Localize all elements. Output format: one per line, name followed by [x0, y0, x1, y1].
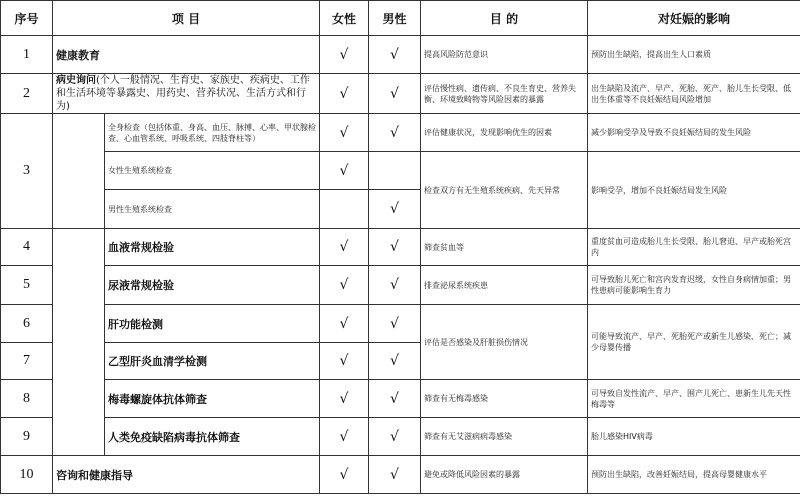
table-row-5	[1, 266, 800, 305]
row-number: 8	[1, 380, 53, 418]
header-item: 项 目	[53, 1, 320, 36]
impact-text: 可导致胎儿死亡和宫内发育迟缓，女性自身病情加重；男性患病可能影响生育力	[588, 266, 800, 305]
item-hepatitis-b-serology: 乙型肝炎血清学检测	[105, 343, 320, 380]
female-check-mark: √	[320, 114, 369, 152]
item-female-reproductive-exam: 女性生殖系统检查	[105, 152, 320, 190]
header-no: 序号	[1, 1, 53, 36]
impact-text: 重度贫血可造成胎儿生长受限、胎儿窘迫、早产或胎死宫内	[588, 229, 800, 266]
male-check-mark: √	[369, 190, 421, 229]
header-purpose: 目 的	[421, 1, 588, 36]
row-number: 4	[1, 229, 53, 266]
table-row-10	[1, 456, 800, 494]
impact-text: 影响受孕，增加不良妊娠结局发生风险	[588, 152, 800, 229]
female-check-mark: √	[320, 266, 369, 305]
male-check-mark: √	[369, 456, 421, 494]
female-check-mark: √	[320, 74, 369, 114]
item-history-inquiry	[53, 74, 320, 114]
header-impact: 对妊娠的影响	[588, 1, 800, 36]
header-row	[1, 1, 800, 36]
lab-group-label-cell	[53, 229, 105, 456]
female-empty-cell	[320, 190, 369, 229]
item-health-education: 健康教育	[53, 36, 320, 74]
male-check-mark: √	[369, 418, 421, 456]
female-check-mark: √	[320, 380, 369, 418]
purpose-text: 避免或降低风险因素的暴露	[421, 456, 588, 494]
table-row-6	[1, 305, 800, 343]
male-check-mark: √	[369, 114, 421, 152]
female-check-mark: √	[320, 229, 369, 266]
female-check-mark: √	[320, 418, 369, 456]
impact-text: 出生缺陷及流产、早产、死胎、死产、胎儿生长受限、低出生体重等不良妊娠结局风险增加	[588, 74, 800, 114]
item-counseling-guidance: 咨询和健康指导	[53, 456, 320, 494]
purpose-text: 提高风险防范意识	[421, 36, 588, 74]
row-number: 6	[1, 305, 53, 343]
table-row-1	[1, 36, 800, 74]
impact-text: 胎儿感染HIV病毒	[588, 418, 800, 456]
item-hiv-screening: 人类免疫缺陷病毒抗体筛查	[105, 418, 320, 456]
male-check-mark: √	[369, 36, 421, 74]
row-number: 9	[1, 418, 53, 456]
male-check-mark: √	[369, 380, 421, 418]
item-blood-routine: 血液常规检验	[105, 229, 320, 266]
row-number: 7	[1, 343, 53, 380]
header-female: 女性	[320, 1, 369, 36]
table-row-8	[1, 380, 800, 418]
male-check-mark: √	[369, 74, 421, 114]
table-row-9	[1, 418, 800, 456]
row-number: 2	[1, 74, 53, 114]
male-empty-cell	[369, 152, 421, 190]
female-check-mark: √	[320, 305, 369, 343]
row-number: 1	[1, 36, 53, 74]
table-row-3a	[1, 114, 800, 152]
male-check-mark: √	[369, 343, 421, 380]
impact-text: 预防出生缺陷，提高出生人口素质	[588, 36, 800, 74]
purpose-text: 筛查有无梅毒感染	[421, 380, 588, 418]
purpose-text: 检查双方有无生殖系统疾病、先天异常	[421, 152, 588, 229]
purpose-text: 评估慢性病、遗传病、不良生育史、营养失衡、环境致畸物等风险因素的暴露	[421, 74, 588, 114]
item-urine-routine: 尿液常规检验	[105, 266, 320, 305]
purpose-text: 评估是否感染及肝脏损伤情况	[421, 305, 588, 380]
item-history-inquiry-title: 病史询问	[56, 75, 96, 86]
table-row-2	[1, 74, 800, 114]
item-history-inquiry-detail: (个人一般情况、生育史、家族史、疾病史、工作和生活环境等暴露史、用药史、营养状况、生活方式和行为)	[56, 75, 310, 112]
impact-text: 可能导致流产、早产、死胎死产或新生儿感染、死亡；减少母婴传播	[588, 305, 800, 380]
male-check-mark: √	[369, 266, 421, 305]
group-label-cell	[53, 114, 105, 229]
item-syphilis-screening: 梅毒螺旋体抗体筛查	[105, 380, 320, 418]
female-check-mark: √	[320, 343, 369, 380]
row-number: 5	[1, 266, 53, 305]
male-check-mark: √	[369, 229, 421, 266]
purpose-text: 筛查贫血等	[421, 229, 588, 266]
row-number: 10	[1, 456, 53, 494]
purpose-text: 排查泌尿系统疾患	[421, 266, 588, 305]
header-male: 男性	[369, 1, 421, 36]
item-male-reproductive-exam: 男性生殖系统检查	[105, 190, 320, 229]
impact-text: 可导致自发性流产、早产、围产儿死亡、患新生儿先天性梅毒等	[588, 380, 800, 418]
item-liver-function: 肝功能检测	[105, 305, 320, 343]
item-physical-exam: 全身检查（包括体重、身高、血压、脉搏、心率、甲状腺检查、心血管系统、呼吸系统、四肢脊柱等）	[105, 114, 320, 152]
male-check-mark: √	[369, 305, 421, 343]
female-check-mark: √	[320, 152, 369, 190]
table-row-4	[1, 229, 800, 266]
female-check-mark: √	[320, 36, 369, 74]
impact-text: 减少影响受孕及导致不良妊娠结局的发生风险	[588, 114, 800, 152]
impact-text: 预防出生缺陷，改善妊娠结局，提高母婴健康水平	[588, 456, 800, 494]
purpose-text: 评估健康状况，发现影响优生的因素	[421, 114, 588, 152]
purpose-text: 筛查有无艾滋病病毒感染	[421, 418, 588, 456]
table-row-3b	[1, 152, 800, 190]
row-number: 3	[1, 114, 53, 229]
female-check-mark: √	[320, 456, 369, 494]
